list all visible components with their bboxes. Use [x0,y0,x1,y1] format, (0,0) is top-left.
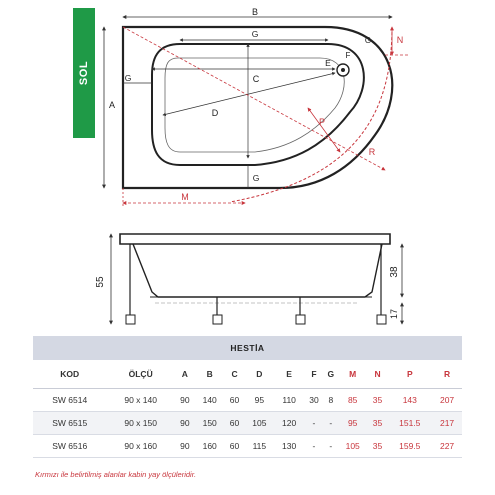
label-F: F [345,51,351,60]
table-header-row [33,360,462,389]
table-cell: 207 [432,389,462,412]
table-cell: 35 [368,389,388,412]
table-row [33,389,462,412]
label-C: C [252,74,260,84]
label-P: P [318,117,326,127]
table-cell: 120 [274,412,304,435]
table-row [33,412,462,435]
table-cell: 150 [195,412,225,435]
tub-floor-line [165,58,344,152]
table-header-m: M [338,360,368,389]
table-title: HESTİA [33,336,462,360]
table-cell: 60 [225,389,245,412]
table-header-a: A [175,360,195,389]
table-cell: 90 x 140 [106,389,175,412]
table-cell: 151.5 [387,412,432,435]
table-cell: 90 x 160 [106,435,175,458]
label-height-leg: 17 [389,308,399,320]
table-cell: 85 [338,389,368,412]
plan-view [104,7,408,208]
table-cell: 90 [175,435,195,458]
table-cell: 95 [244,389,274,412]
table-cell: 60 [225,412,245,435]
table-header-kod: KOD [33,360,106,389]
table-header-l: ÖLÇÜ [106,360,175,389]
table-cell: - [304,412,324,435]
table-header-r: R [432,360,462,389]
table-cell: 95 [338,412,368,435]
label-M: M [181,192,189,202]
table-header-d: D [244,360,274,389]
label-E: E [325,58,331,68]
table-cell: - [324,435,338,458]
table-cell: 30 [304,389,324,412]
table-cell: 8 [324,389,338,412]
label-R: R [368,147,376,157]
table-cell: 143 [387,389,432,412]
label-N: N [396,35,404,45]
label-G-left: G [124,73,132,83]
table-cell: 90 x 150 [106,412,175,435]
label-G-bottom: G [252,173,260,183]
tub-side-rim [120,234,390,244]
table-header-c: C [225,360,245,389]
table-cell: 115 [244,435,274,458]
table-header-g: G [324,360,338,389]
label-height-inner: 38 [389,266,400,278]
table-cell: 217 [432,412,462,435]
table-header-b: B [195,360,225,389]
table-header-p: P [387,360,432,389]
table-cell: - [304,435,324,458]
table-cell: - [324,412,338,435]
table-body [33,389,462,458]
table-cell: 35 [368,412,388,435]
table-cell: SW 6516 [33,435,106,458]
table-cell: 105 [244,412,274,435]
table-cell: SW 6514 [33,389,106,412]
table-cell: 159.5 [387,435,432,458]
table-cell: 90 [175,389,195,412]
table-cell: 160 [195,435,225,458]
label-G-top: G [251,29,259,39]
table-header-f: F [304,360,324,389]
side-view [95,234,402,324]
table-cell: 60 [225,435,245,458]
table-cell: 105 [338,435,368,458]
table-cell: 140 [195,389,225,412]
table-row [33,435,462,458]
orientation-tag-text: SOL [78,60,90,86]
table-cell: 90 [175,412,195,435]
table-cell: 110 [274,389,304,412]
label-B: B [251,7,259,17]
tub-inner-basin [152,44,364,165]
table-cell: 35 [368,435,388,458]
tub-side-body [133,244,382,297]
label-G-right: G [364,36,372,45]
label-D: D [211,108,219,118]
table-cell: 227 [432,435,462,458]
label-height-total: 55 [95,276,106,288]
table-cell: SW 6515 [33,412,106,435]
table-header-e: E [274,360,304,389]
label-A: A [108,100,116,110]
spec-table [33,336,462,458]
footnote: Kırmızı ile belirtilmiş alanlar kabin yay ölçüleridir. [35,470,197,479]
table-cell: 130 [274,435,304,458]
orientation-tag [73,8,95,138]
table-header-n: N [368,360,388,389]
